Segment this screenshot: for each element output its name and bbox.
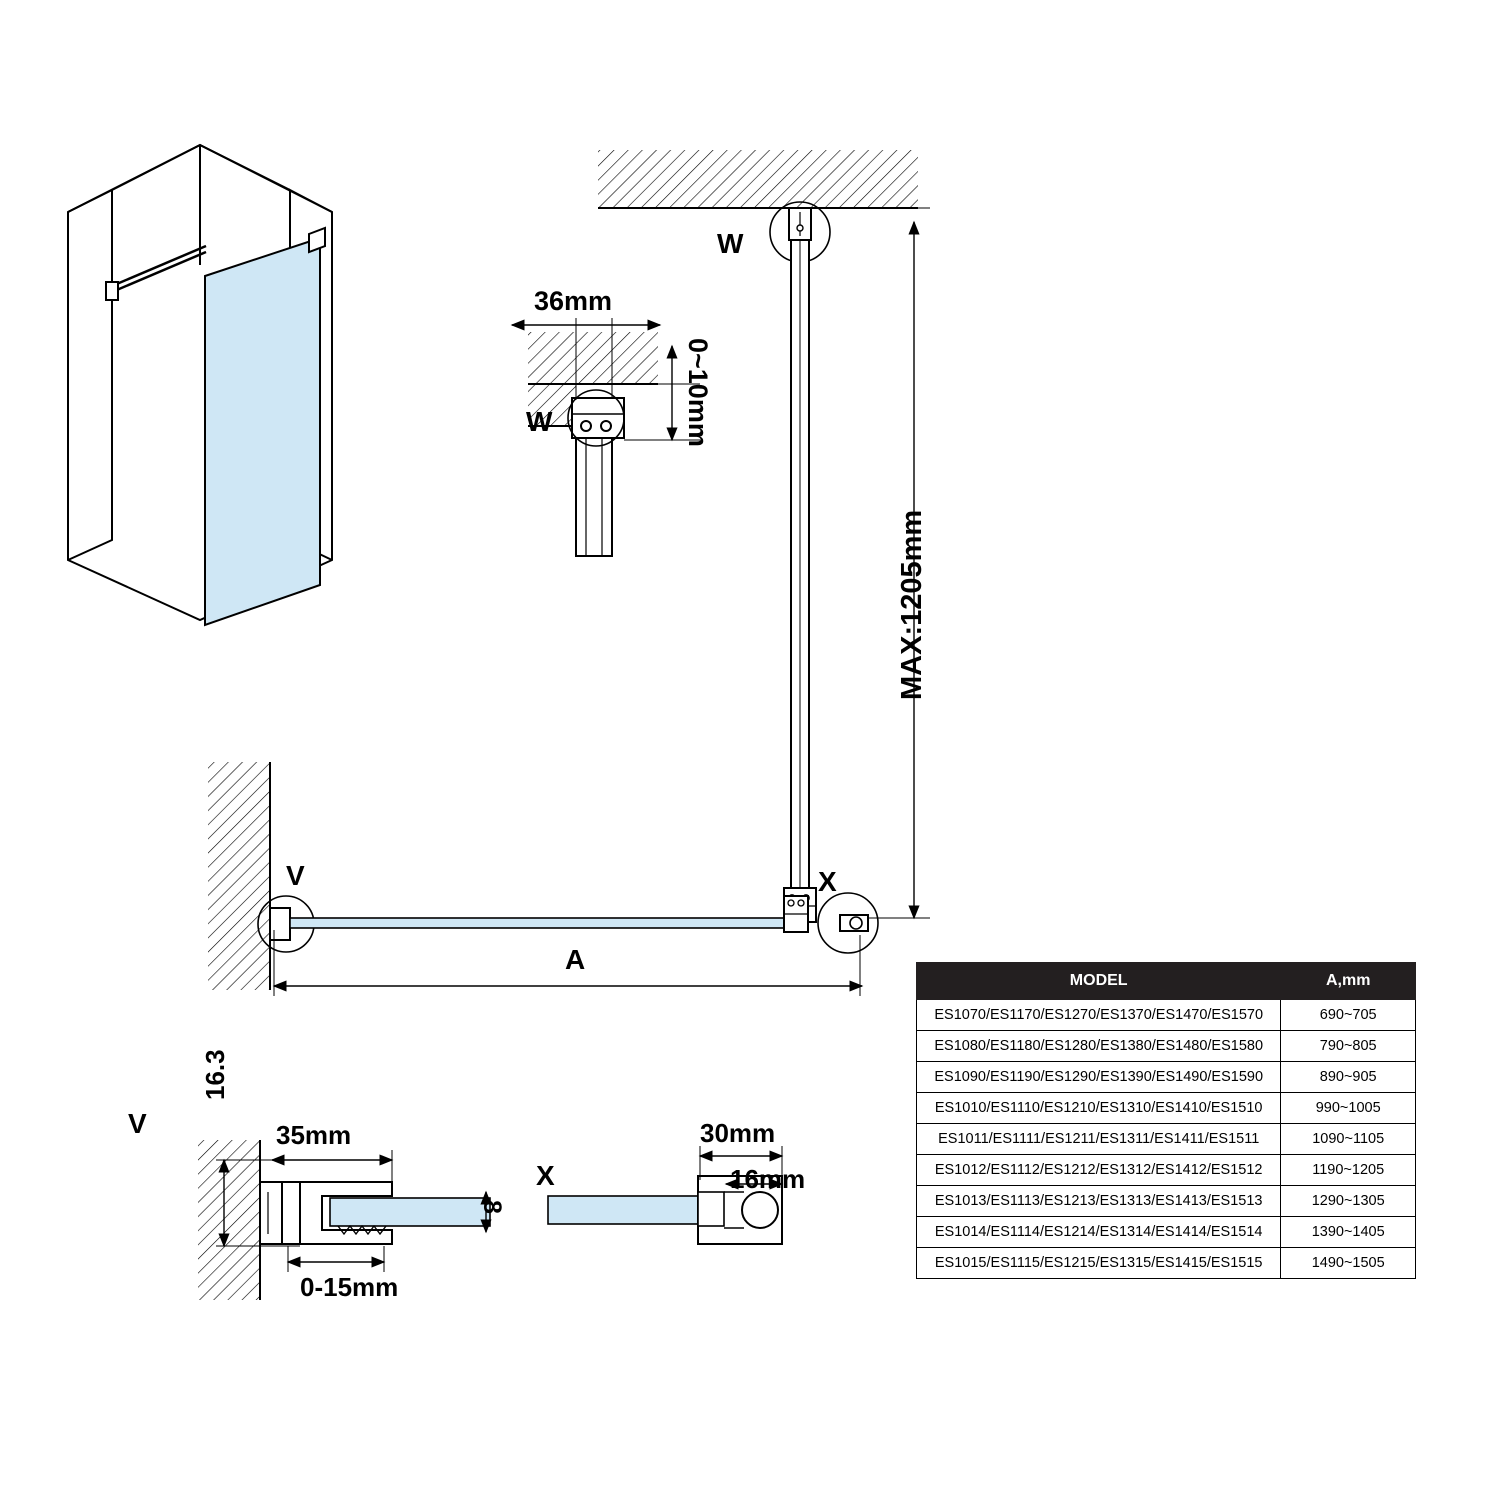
dimension-label-8: 8 <box>478 1200 506 1214</box>
table-row <box>917 1000 1416 1031</box>
table-cell-a: 890~905 <box>1281 1062 1416 1093</box>
table-cell-model: ES1070/ES1170/ES1270/ES1370/ES1470/ES1570 <box>917 1000 1281 1031</box>
elevation-view <box>598 150 930 922</box>
table-cell-model: ES1011/ES1111/ES1211/ES1311/ES1411/ES1511 <box>917 1124 1281 1155</box>
table-cell-a: 1490~1505 <box>1281 1248 1416 1279</box>
table-row <box>917 1062 1416 1093</box>
dimension-label-a: A <box>565 944 586 975</box>
plan-view <box>208 762 878 996</box>
dimension-label-max-1205mm: MAX:1205mm <box>896 509 928 700</box>
callout-w-top: W <box>717 228 744 259</box>
table-row <box>917 1186 1416 1217</box>
table-row <box>917 1031 1416 1062</box>
table-cell-model: ES1010/ES1110/ES1210/ES1310/ES1410/ES1510 <box>917 1093 1281 1124</box>
detail-x-view <box>548 1146 782 1244</box>
dimension-label-16-3: 16.3 <box>200 1049 230 1100</box>
dimension-label-0-15mm: 0-15mm <box>300 1272 399 1302</box>
table-cell-model: ES1013/ES1113/ES1213/ES1313/ES1413/ES1513 <box>917 1186 1281 1217</box>
table-cell-a: 1390~1405 <box>1281 1217 1416 1248</box>
model-spec-table <box>916 962 1416 1279</box>
table-cell-model: ES1012/ES1112/ES1212/ES1312/ES1412/ES1512 <box>917 1155 1281 1186</box>
table-cell-a: 1290~1305 <box>1281 1186 1416 1217</box>
table-cell-a: 790~805 <box>1281 1031 1416 1062</box>
callout-x-detail: X <box>536 1160 555 1191</box>
table-row <box>917 1155 1416 1186</box>
callout-v-plan: V <box>286 860 305 891</box>
dimension-label-35mm: 35mm <box>276 1120 352 1150</box>
table-row <box>917 1124 1416 1155</box>
callout-w-detail: W <box>526 406 553 437</box>
callout-v-detail: V <box>128 1108 147 1139</box>
table-header-model: MODEL <box>917 963 1281 1000</box>
table-cell-a: 1090~1105 <box>1281 1124 1416 1155</box>
table-cell-a: 990~1005 <box>1281 1093 1416 1124</box>
dimension-label-16mm: 16mm <box>730 1164 806 1194</box>
dimension-label-36mm: 36mm <box>534 286 613 316</box>
table-cell-model: ES1015/ES1115/ES1215/ES1315/ES1415/ES1515 <box>917 1248 1281 1279</box>
table-cell-a: 1190~1205 <box>1281 1155 1416 1186</box>
table-cell-a: 690~705 <box>1281 1000 1416 1031</box>
iso-view <box>68 145 332 625</box>
table-header-a: A,mm <box>1281 963 1416 1000</box>
table-cell-model: ES1014/ES1114/ES1214/ES1314/ES1414/ES1514 <box>917 1217 1281 1248</box>
dimension-label-30mm: 30mm <box>700 1118 776 1148</box>
callout-x-plan: X <box>818 866 837 897</box>
table-cell-model: ES1080/ES1180/ES1280/ES1380/ES1480/ES1580 <box>917 1031 1281 1062</box>
table-row <box>917 1093 1416 1124</box>
dimension-label-0-10mm: 0~10mm <box>683 338 713 447</box>
table-header-row <box>917 963 1416 1000</box>
table-row <box>917 1248 1416 1279</box>
table-row <box>917 1217 1416 1248</box>
table-cell-model: ES1090/ES1190/ES1290/ES1390/ES1490/ES1590 <box>917 1062 1281 1093</box>
